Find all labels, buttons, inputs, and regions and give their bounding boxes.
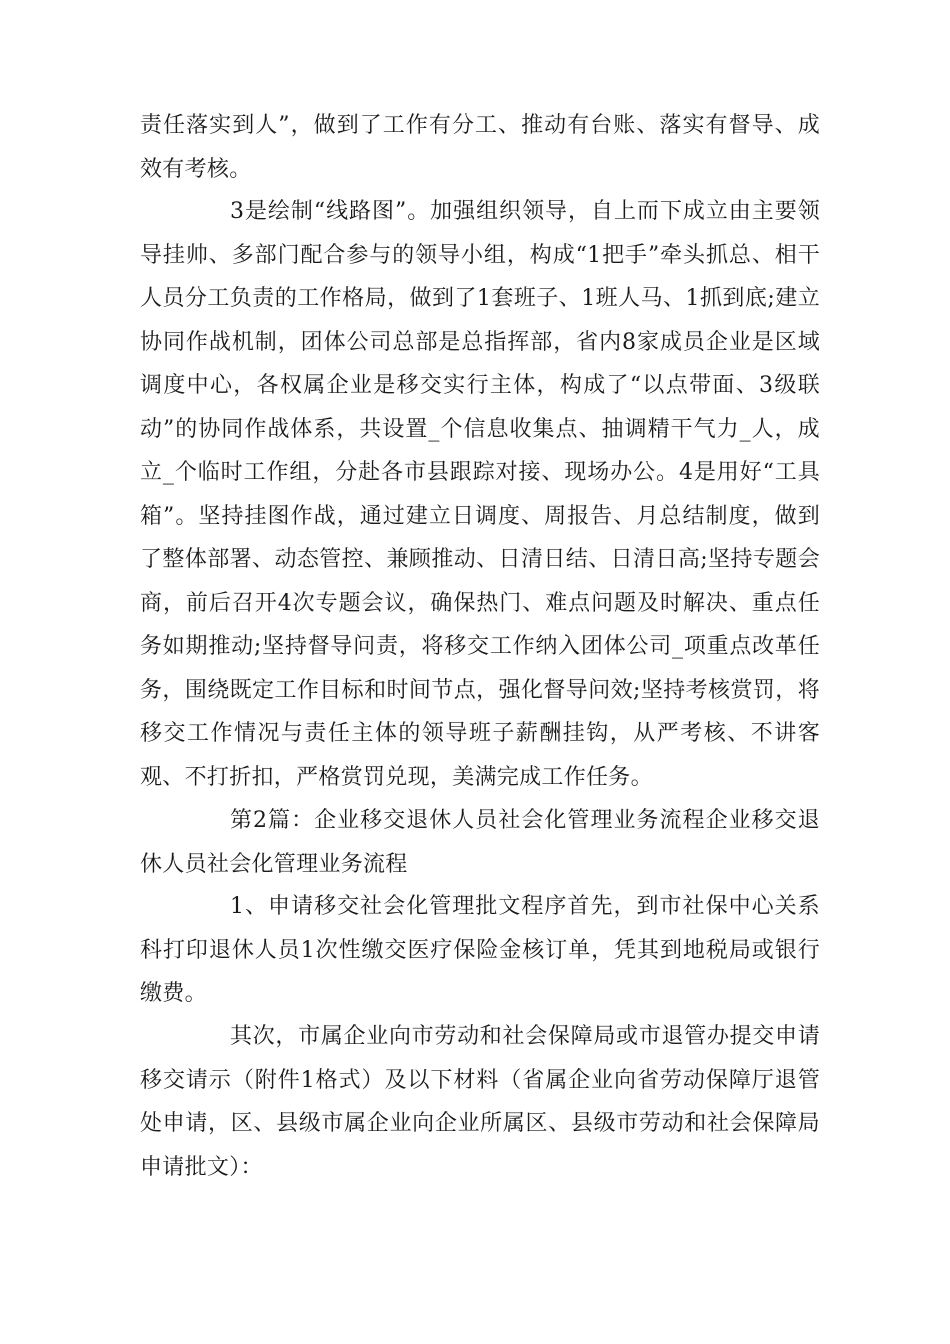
paragraph-continuation: 责任落实到人”，做到了工作有分工、推动有台账、落实有督导、成效有考核。 [140, 113, 820, 182]
section-heading-part-2: 第2篇：企业移交退休人员社会化管理业务流程企业移交退休人员社会化管理业务流程 [140, 808, 820, 877]
paragraph-next-step: 其次，市属企业向市劳动和社会保障局或市退管办提交申请移交请示（附件1格式）及以下材料（省属企业向省劳动保障厅退管处申请，区、县级市属企业向企业所属区、县级市劳动和社会保障局申请批文）： [140, 1024, 820, 1180]
paragraph-step-1: 1、申请移交社会化管理批文程序首先，到市社保中心关系科打印退休人员1次性缴交医疗保险金核订单，凭其到地税局或银行缴费。 [140, 894, 820, 1006]
paragraph-route-map: 3是绘制“线路图”。加强组织领导，自上而下成立由主要领导挂帅、多部门配合参与的领导小组，构成“1把手”牵头抓总、相干人员分工负责的工作格局，做到了1套班子、1班人马、1抓到底;建立协同作战机制，团体公司总部是总指挥部，省内8家成员企业是区域调度中心，各权属企业是移交实行主体，构成了“以点带面、3级联动”的协同作战体系，共设置_个信息收集点、抽调精干气力_人，成立_个临时工作组，分赴各市县跟踪对接、现场办公。4是用好“工具箱”。坚持挂图作战，通过建立日调度、周报告、月总结制度，做到了整体部署、动态管控、兼顾推动、日清日结、日清日高;坚持专题会商，前后召开4次专题会议，确保热门、难点问题及时解决、重点任务如期推动;坚持督导问责，将移交工作纳入团体公司_项重点改革任务，围绕既定工作目标和时间节点，强化督导问效;坚持考核赏罚，将移交工作情况与责任主体的领导班子薪酬挂钩，从严考核、不讲客观、不打折扣，严格赏罚兑现，美满完成工作任务。 [140, 199, 820, 790]
